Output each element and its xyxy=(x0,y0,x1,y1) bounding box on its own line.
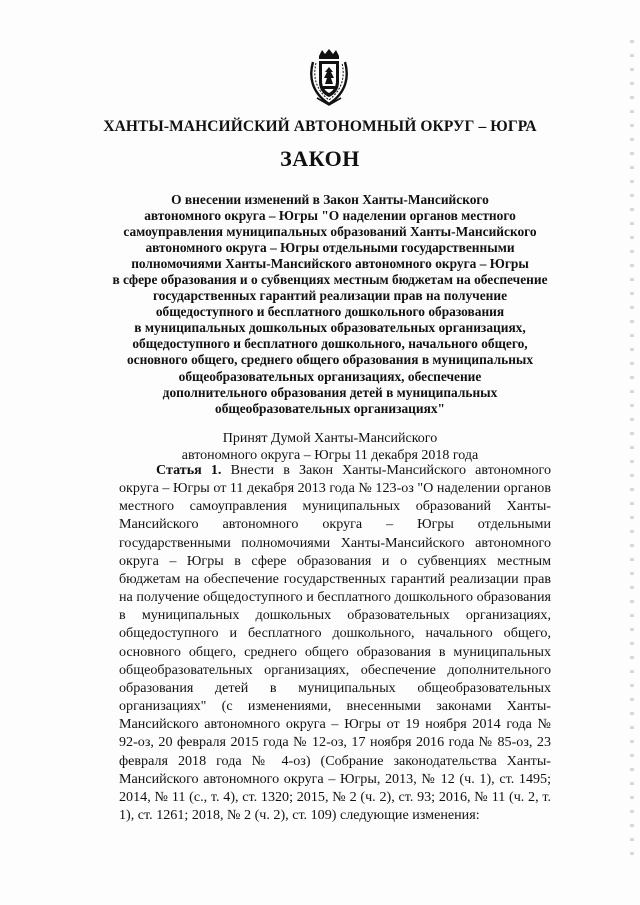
title-line: автономного округа – Югры "О наделении органов местного xyxy=(144,208,516,224)
coat-of-arms-icon xyxy=(307,48,351,106)
title-line: общедоступного и бесплатного дошкольного, начального общего, xyxy=(132,336,528,352)
title-line: дополнительного образования детей в муниципальных xyxy=(162,384,498,400)
title-line: О внесении изменений в Закон Ханты-Мансийского xyxy=(171,192,489,207)
article-1-paragraph xyxy=(119,461,551,824)
title-line: общеобразовательных организациях, обеспечение xyxy=(178,368,482,384)
title-line: в сфере образования и о субвенциях местным бюджетам на обеспечение xyxy=(112,272,548,288)
article-1-label: Статья 1. xyxy=(156,462,222,478)
adoption-date-line: автономного округа – Югры 11 декабря 2018 года xyxy=(181,448,479,463)
region-heading: ХАНТЫ-МАНСИЙСКИЙ АВТОНОМНЫЙ ОКРУГ – ЮГРА xyxy=(103,118,537,135)
title-line: основного общего, среднего общего образования в муниципальных xyxy=(126,352,534,368)
adoption-line: Принят Думой Ханты-Мансийского xyxy=(222,431,438,446)
title-line: самоуправления муниципальных образований Ханты-Мансийского xyxy=(123,224,537,240)
article-1-text: Внести в Закон Ханты-Мансийского автономного округа – Югры от 11 декабря 2013 года № 123-оз "О наделении органов местного самоуправления муниципальных образований Ханты-Мансийского автономного округа – Югры отдельными государственными полномочиями Ханты-Мансийского автономного округа – Югры в сфере образования и о субвенциях местным бюджетам на обеспечение государственных гарантий реализации прав на получение общедоступного и бесплатного дошкольного образования в муниципальных дошкольных образовательных организациях, общедоступного и бесплатного дошкольного, начального общего, основного общего, среднего общего образования в муниципальных общеобразовательных организациях, обеспечение дополнительного образования детей в муниципальных общеобразовательных организациях" (с изменениями, внесенными законами Ханты-Мансийского автономного округа – Югры от 19 ноября 2014 года № 92-оз, 20 февраля 2015 года № 12-оз, 17 ноября 2016 года № 85-оз, 23 февраля 2018 года № 4-оз) (Собрание законодательства Ханты-Мансийского автономного округа – Югры, 2013, № 12 (ч. 1), ст. 1495; 2014, № 11 (с., т. 4), ст. 1320; 2015, № 2 (ч. 2), ст. 93; 2016, № 11 (ч. 2, т. 1), ст. 1261; 2018, № 2 (ч. 2), ст. 109) следующие изменения: xyxy=(119,462,551,823)
title-line: полномочиями Ханты-Мансийского автономного округа – Югры xyxy=(131,256,529,272)
law-title xyxy=(80,192,580,417)
title-line: автономного округа – Югры отдельными государственными xyxy=(145,240,515,256)
article-1 xyxy=(119,461,551,824)
title-line: в муниципальных дошкольных образовательных организациях, xyxy=(134,320,526,336)
title-line: общедоступного и бесплатного дошкольного образования xyxy=(155,304,505,320)
document-type-heading: ЗАКОН xyxy=(280,146,360,171)
title-line: общеобразовательных организациях" xyxy=(215,400,445,416)
adoption-note xyxy=(150,430,510,464)
title-line: государственных гарантий реализации прав на получение xyxy=(152,288,508,304)
